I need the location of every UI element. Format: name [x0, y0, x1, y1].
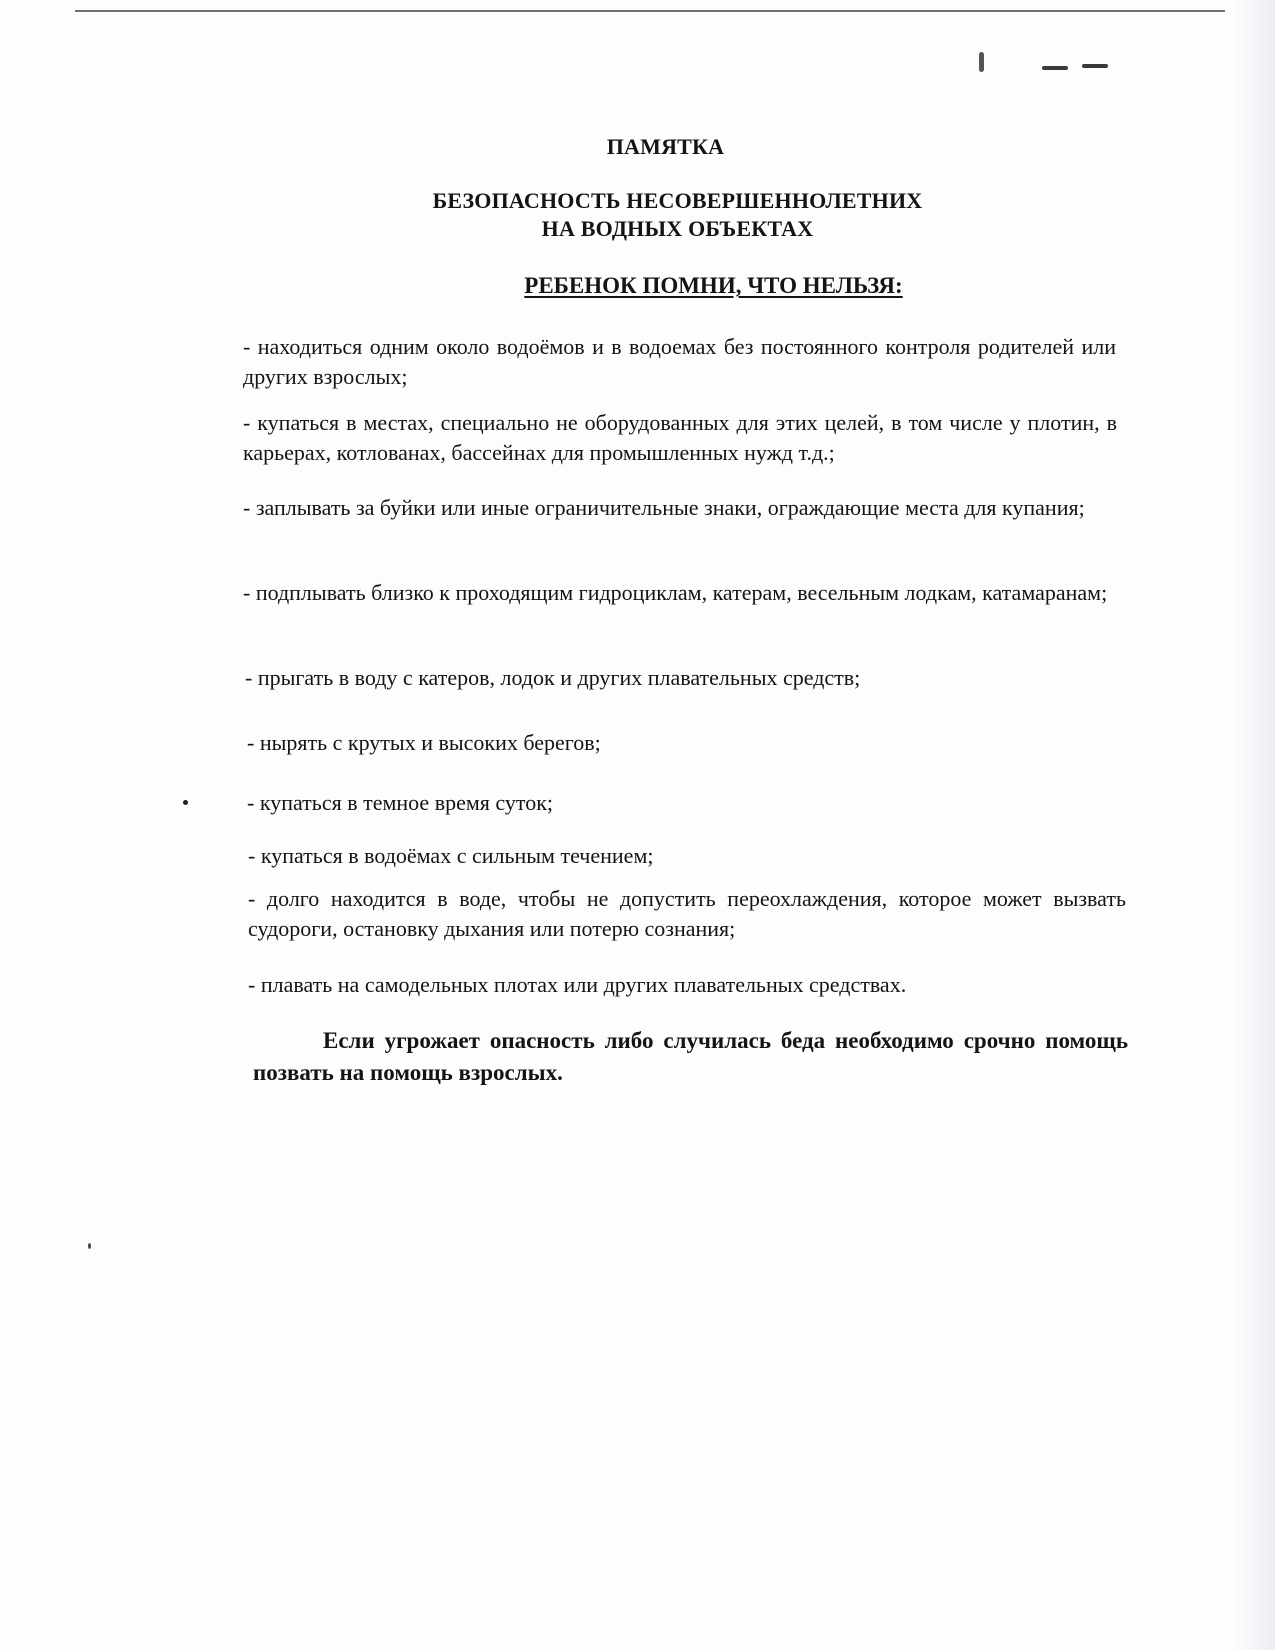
document-subtitle-line2: НА ВОДНЫХ ОБЪЕКТАХ [541, 216, 814, 241]
rule-item: - прыгать в воду с катеров, лодок и других плавательных средств; [245, 665, 861, 690]
section-heading [76, 272, 1275, 300]
scan-mark [979, 52, 984, 72]
rule-item: - находиться одним около водоёмов и в водоемах без постоянного контроля родителей или других взрослых; [243, 334, 1116, 389]
page-fold-shadow [1235, 0, 1275, 1650]
section-heading-text: РЕБЕНОК ПОМНИ, ЧТО НЕЛЬЗЯ: [524, 273, 903, 298]
scan-mark [1042, 66, 1068, 70]
rule-item: - долго находится в воде, чтобы не допустить переохлаждения, которое может вызвать судороги, остановку дыхания или потерю сознания; [248, 886, 1126, 941]
scan-mark [88, 1243, 91, 1249]
rule-item: - плавать на самодельных плотах или других плавательных средствах. [248, 972, 907, 997]
document-subtitle-line1: БЕЗОПАСНОСТЬ НЕСОВЕРШЕННОЛЕТНИХ [432, 188, 923, 213]
rule-item: - заплывать за буйки или иные ограничительные знаки, ограждающие места для купания; [243, 495, 1085, 520]
rule-item: - купаться в темное время суток; [247, 790, 553, 815]
rule-item: - нырять с крутых и высоких берегов; [247, 730, 601, 755]
document-title: ПАМЯТКА [606, 134, 725, 159]
rule-item: - купаться в местах, специально не оборудованных для этих целей, в том числе у плотин, в карьерах, котлованах, бассейнах для промышленных нужд т.д.; [243, 410, 1117, 465]
scan-mark [1082, 64, 1108, 68]
rule-item: - подплывать близко к проходящим гидроциклам, катерам, весельным лодкам, катамаранам; [243, 580, 1108, 605]
page-top-edge [75, 10, 1225, 12]
rule-item: - купаться в водоёмах с сильным течением; [248, 843, 654, 868]
emergency-instruction: Если угрожает опасность либо случилась беда необходимо срочно помощь позвать на помощь взрослых. [253, 1028, 1128, 1085]
scan-mark [183, 800, 188, 805]
